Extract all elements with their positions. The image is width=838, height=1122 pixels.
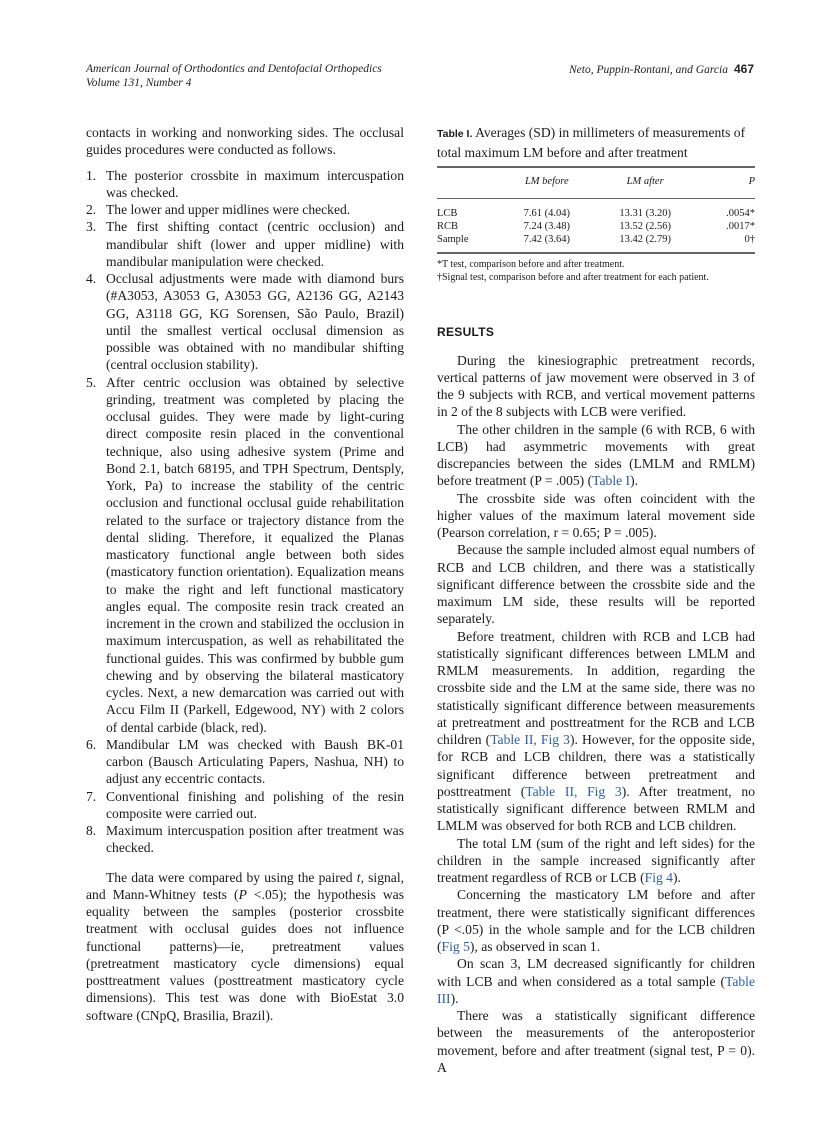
list-text: The first shifting contact (centric occlusion) and mandibular shift (lower and upper midline) with mandibular manipulation were checked. (106, 219, 404, 269)
authors: Neto, Puppin-Rontani, and Garcia (569, 64, 728, 76)
paragraph: contacts in working and nonworking sides. The occlusal guides procedures were conducted as follows. (86, 125, 404, 158)
text: ). However, for the opposite side, for RCB and LCB children, there was a statistically significant difference between pretreatment and posttreatment ( (437, 732, 755, 799)
table-cell: LCB (437, 208, 458, 220)
text: On scan 3, LM decreased significantly for children with LCB and when considered as a total sample ( (437, 956, 755, 989)
table-cell: 7.42 (3.64) (523, 234, 570, 246)
text: <.05); the hypothesis was equality between the samples (posterior crossbite treatment with occlusal guides does not influence functional patterns)—ie, pretreatment values (pretreatment masticatory cycle dimensions) equal posttreatment values (posttreatment masticatory cycle dimensions). This test was done with BioEstat 3.0 software (CNpQ, Brasilia, Brazil). (86, 886, 404, 1023)
list-number: 4. (86, 271, 97, 286)
table-row (437, 199, 755, 221)
figure-link[interactable]: Fig 5 (441, 939, 470, 954)
list-number: 8. (86, 823, 97, 838)
table-row (437, 220, 755, 233)
procedure-list (86, 167, 404, 857)
paragraph (437, 628, 755, 835)
column-header: P (697, 167, 755, 199)
footnote: *T test, comparison before and after treatment. (437, 259, 625, 271)
footnote: †Signal test, comparison before and after treatment for each patient. (437, 272, 709, 284)
table-link[interactable]: Table I (592, 473, 631, 489)
list-item (86, 201, 404, 218)
text: Concerning the masticatory LM before and after treatment, there were statistically significant differences (P <.05) in the whole sample and for the LCB children ( (437, 887, 755, 954)
text: ), as observed in scan 1. (469, 939, 601, 954)
list-number: 5. (86, 374, 97, 390)
table-cell: 0† (744, 234, 755, 246)
table-cell: 13.31 (3.20) (619, 208, 671, 220)
table-link[interactable]: Table III (437, 973, 755, 1006)
paragraph (437, 955, 755, 1007)
list-number: 7. (86, 788, 97, 804)
section-heading: RESULTS (437, 325, 495, 340)
list-text: Mandibular LM was checked with Baush BK-01 carbon (Bausch Articulating Papers, Nashua, NH) to adjust any eccentric contacts. (106, 736, 404, 787)
paragraph: Because the sample included almost equal numbers of RCB and LCB children, and there was a statistically significant difference between the crossbite side and the maximum LM side, these results will be reported separately. (437, 542, 755, 627)
list-number: 1. (86, 167, 97, 183)
table-cell: RCB (437, 221, 459, 233)
list-item (86, 374, 404, 736)
text: ). (672, 870, 681, 885)
table-1 (437, 166, 755, 254)
list-number: 2. (86, 202, 97, 217)
page-number: 467 (733, 62, 754, 76)
text: The data were compared by using the paired (106, 869, 357, 885)
list-item (86, 167, 404, 202)
table-cell: 7.24 (3.48) (523, 221, 570, 233)
text: Before treatment, children with RCB and LCB had statistically significant differences between LMLM and RMLM measurements. In addition, regarding the crossbite side and the LM at the same side, there was no statistically significant difference between measurements at pretreatment and posttreatment for the RCB and LCB children ( (437, 628, 755, 747)
figure-link[interactable]: Table II, Fig 3 (525, 783, 622, 799)
list-item (86, 736, 404, 788)
text: ). (630, 473, 638, 489)
text: The other children in the sample (6 with RCB, 6 with LCB) had asymmetric movements with great discrepancies between the sides (LMLM and RMLM) before treatment (P = .005) ( (437, 421, 755, 489)
table-cell: Sample (437, 234, 469, 246)
paragraph (437, 421, 755, 490)
table-cell: 13.52 (2.56) (619, 221, 671, 233)
figure-link[interactable]: Fig 4 (644, 870, 673, 885)
list-text: The lower and upper midlines were checked. (106, 202, 351, 217)
text: , signal, and Mann-Whitney tests ( (86, 869, 405, 902)
list-item (86, 218, 404, 270)
table-caption-text: Averages (SD) in millimeters of measurements of total maximum LM before and after treatment (437, 125, 746, 160)
list-text: Maximum intercuspation position after treatment was checked. (106, 823, 404, 856)
text: ). After treatment, no statistically significant difference between RMLM and LMLM was observed for both RCB and LCB children. (437, 783, 755, 834)
journal-volume: Volume 131, Number 4 (86, 77, 192, 89)
table-caption (437, 124, 755, 161)
right-column (437, 124, 755, 1076)
list-item (86, 822, 404, 857)
paragraph (86, 869, 404, 1024)
table-cell: .0017* (726, 221, 755, 233)
paragraph (437, 886, 755, 955)
left-column (86, 124, 404, 1024)
table-cell: 13.42 (2.79) (619, 234, 671, 246)
running-header-right (569, 62, 754, 77)
table-row (437, 233, 755, 253)
table-footnotes (437, 258, 755, 284)
list-text: The posterior crossbite in maximum intercuspation was checked. (106, 167, 404, 200)
paragraph (437, 835, 755, 887)
list-number: 3. (86, 219, 97, 235)
running-header-left (86, 62, 382, 90)
journal-title: American Journal of Orthodontics and Dentofacial Orthopedics (86, 63, 382, 75)
column-header: LM after (593, 167, 697, 199)
list-text: Occlusal adjustments were made with diamond burs (#A3053, A3053 G, A3053 GG, A2136 GG, A2143 GG, A3118 GG, KG Sorensen, São Paulo, Brazil) until the smallest vertical occlusal dimension as possible was obtained with no mandibular shifting (central occlusion stability). (106, 271, 404, 373)
column-header (437, 167, 500, 199)
table-cell: 7.61 (4.04) (523, 208, 570, 220)
table-label: Table I. (437, 128, 473, 140)
paragraph: The crossbite side was often coincident with the higher values of the maximum lateral movement side (Pearson correlation, r = 0.65; P = .005). (437, 490, 755, 540)
paragraph: During the kinesiographic pretreatment records, vertical patterns of jaw movement were observed in 3 of the 9 subjects with RCB, and vertical movement patterns in 2 of the 8 subjects with LCB were verified. (437, 352, 755, 420)
list-text: After centric occlusion was obtained by selective grinding, treatment was completed by placing the occlusal guides. They were made by light-curing direct composite resin placed in the conventional technique, also using adhesive system (Prime and Bond 2.1, batch 68195, and TPH Spectrum, Dentsply, York, Pa) to increase the stability of the centric occlusion and functional occlusal guide rehabilitation related to the surface or trajectory distance from the dental sliding. Therefore, it equalized the Planas masticatory functional angle between both sides (masticatory function orientation). Equalization means to make the right and left functional masticatory angles equal. The composite resin track created an increment in the crown and stabilized the occlusion in maximum intercuspation, as well as rehabilitated the functional guides. This was confirmed by bubble gum chewing and by observing the bilateral masticatory cycles. Next, a new demarcation was carried out with Accu Film II (Parkell, Edgewood, NY) with 2 colors of dental carbide (black, red). (106, 374, 404, 735)
list-number: 6. (86, 736, 97, 752)
column-header: LM before (500, 167, 593, 199)
text: P (238, 886, 247, 902)
text: The total LM (sum of the right and left sides) for the children in the sample increased significantly after treatment regardless of RCB or LCB ( (437, 835, 755, 885)
list-item (86, 788, 404, 823)
paragraph: There was a statistically significant difference between the measurements of the anteroposterior movement, before and after treatment (signal test, P = 0). A (437, 1008, 755, 1075)
table-cell: .0054* (726, 208, 755, 220)
text: ). (450, 990, 459, 1006)
list-item (86, 270, 404, 374)
list-text: Conventional finishing and polishing of the resin composite were carried out. (106, 788, 404, 821)
text: t (356, 869, 361, 885)
figure-link[interactable]: Table II, Fig 3 (490, 732, 570, 747)
